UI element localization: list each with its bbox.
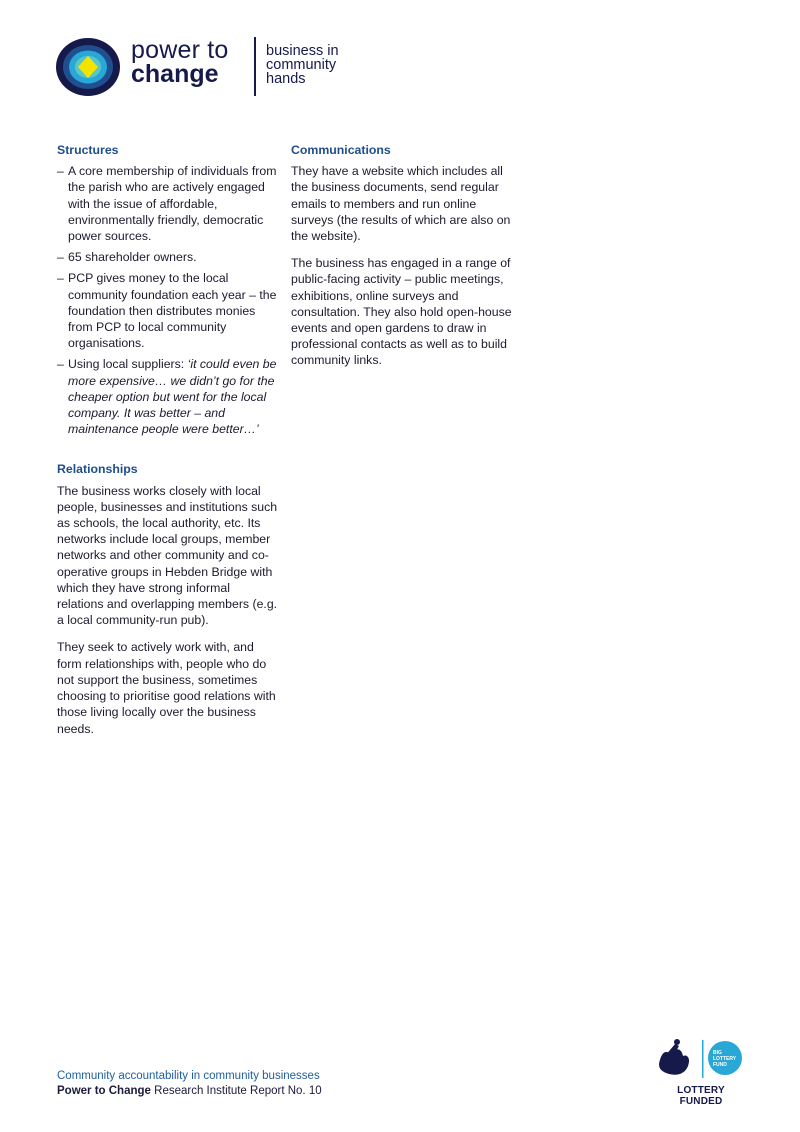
list-item (57, 270, 279, 351)
communications-paragraph: They have a website which includes all the business documents, send regular emails to members and run online surveys (the results of which are also on the website). (291, 164, 511, 244)
communications-paragraph: The business has engaged in a range of public-facing activity – public meetings, exhibitions, online surveys and consultation. They also hold open-house events and open gardens to draw in professional contacts as well as to build community links. (291, 256, 512, 368)
tagline-line: business in (266, 43, 339, 59)
list-item-text: A core membership of individuals from the parish who are actively engaged with the issue of affordable, environmentally friendly, democratic power sources. (68, 164, 277, 244)
list-item-text: Using local suppliers: (68, 357, 188, 372)
page-footer (57, 1069, 322, 1099)
communications-heading: Communications (291, 143, 391, 157)
list-item (57, 163, 279, 244)
list-item (57, 249, 279, 265)
footer-report-title: Community accountability in community businesses (57, 1070, 320, 1082)
lottery-badge-text: FUND (713, 1062, 727, 1068)
footer-report-label: Research Institute Report No. 10 (150, 1085, 322, 1097)
footer-brand: Power to Change (57, 1085, 151, 1097)
brand-name (131, 38, 229, 86)
structures-heading: Structures (57, 143, 119, 157)
footer-report-number (57, 1084, 322, 1099)
structures-list (57, 163, 279, 437)
tagline-line: community (266, 57, 337, 73)
lottery-badge-text: LOTTERY (713, 1056, 737, 1062)
left-column (57, 142, 279, 748)
lottery-badge-text: BIG (713, 1050, 722, 1056)
right-column (291, 142, 513, 380)
relationships-heading: Relationships (57, 462, 138, 477)
brand-name-line2: change (131, 60, 219, 88)
power-to-change-logo-icon (56, 38, 120, 96)
relationships-paragraph: The business works closely with local people, businesses and institutions such as schools, the local authority, etc. Its networks include local groups, member networks and other community and co-operative groups in Hebden Bridge with which they have strong informal relations and overlapping members (e.g. a local community-run pub). (57, 483, 278, 628)
brand-name-line1: power to (131, 36, 229, 64)
list-item-text: 65 shareholder owners. (68, 250, 197, 265)
tagline-line: hands (266, 71, 306, 87)
list-item-text: PCP gives money to the local community foundation each year – the foundation then distributes monies from PCP to local community organisations. (68, 271, 277, 351)
list-item (57, 356, 279, 437)
brand-divider (254, 37, 256, 96)
lottery-funded-label: LOTTERY FUNDED (677, 1085, 725, 1107)
list-item-quote: ‘it could even be more expensive… we didn’t go for the cheaper option but went for the local company. It was better – and maintenance people were better…’ (68, 357, 277, 437)
brand-tagline (266, 44, 339, 86)
relationships-paragraph: They seek to actively work with, and form relationships with, people who do not support the business, sometimes choosing to prioritise good relations with those living locally over the business needs. (57, 640, 276, 736)
